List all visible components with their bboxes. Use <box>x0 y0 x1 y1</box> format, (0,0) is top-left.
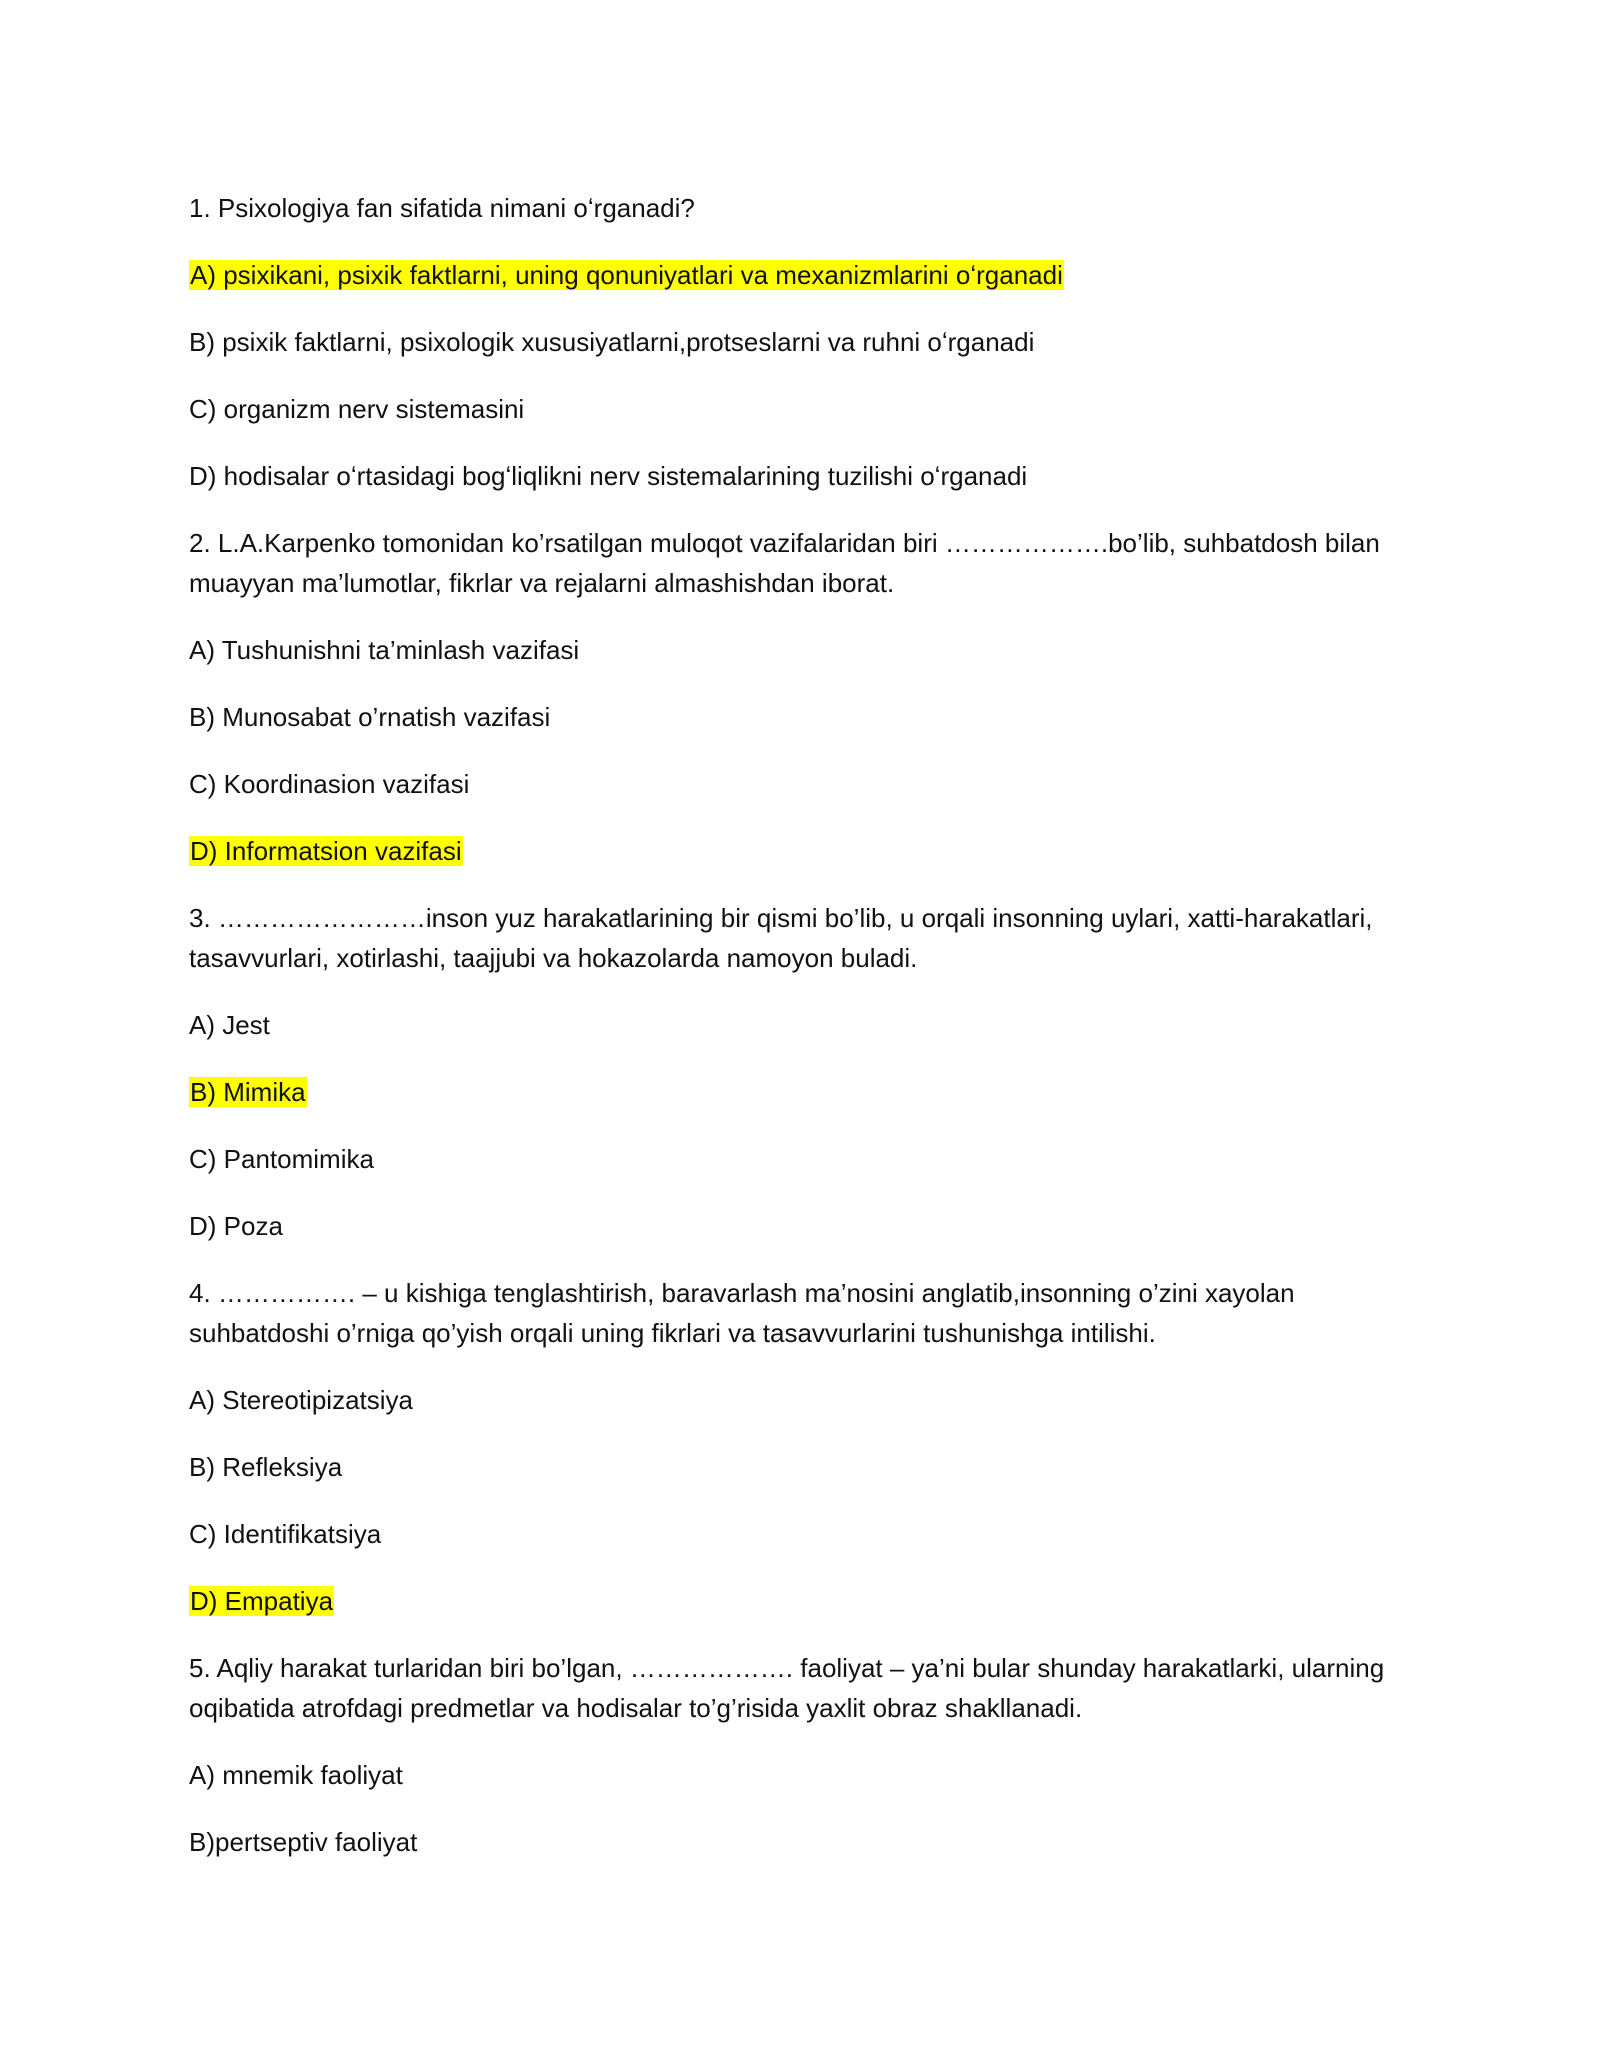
q4-option-c: C) Identifikatsiya <box>189 1519 382 1549</box>
q2-option-c: C) Koordinasion vazifasi <box>189 769 470 799</box>
q5-option-a: A) mnemik faoliyat <box>189 1760 403 1790</box>
q2-option-a: A) Tushunishni ta’minlash vazifasi <box>189 635 580 665</box>
answer-highlight: B) Mimika <box>190 1077 306 1107</box>
q4-option-b: B) Refleksiya <box>189 1452 343 1482</box>
q1-option-d: D) hodisalar oʻrtasidagi bogʻliqlikni nerv sistemalarining tuzilishi oʻrganadi <box>189 461 1028 491</box>
q4-option-d <box>189 1581 1401 1621</box>
q3-option-b <box>189 1072 1401 1112</box>
answer-highlight: D) Empatiya <box>190 1586 334 1616</box>
q3-option-d: D) Poza <box>189 1211 283 1241</box>
q1-option-b: B) psixik faktlarni, psixologik xususiyatlarni,protseslarni va ruhni oʻrganadi <box>189 327 1035 357</box>
q3-option-c: C) Pantomimika <box>189 1144 374 1174</box>
question-1: 1. Psixologiya fan sifatida nimani oʻrganadi? <box>189 193 695 223</box>
question-4: 4. ……………. – u kishiga tenglashtirish, baravarlash ma’nosini anglatib,insonning o’zini xayolan suhbatdoshi o’rniga qo’yish orqali uning fikrlari va tasavvurlarini tushunishga intilishi. <box>189 1278 1295 1348</box>
question-3: 3. ……………………inson yuz harakatlarining bir qismi bo’lib, u orqali insonning uylari, xatti-harakatlari, tasavvurlari, xotirlashi, taajjubi va hokazolarda namoyon buladi. <box>189 903 1373 973</box>
q2-option-b: B) Munosabat o’rnatish vazifasi <box>189 702 551 732</box>
answer-highlight: D) Informatsion vazifasi <box>190 836 462 866</box>
q1-option-c: C) organizm nerv sistemasini <box>189 394 525 424</box>
q1-option-a <box>189 255 1401 295</box>
q4-option-a: A) Stereotipizatsiya <box>189 1385 413 1415</box>
document-body <box>189 188 1401 1889</box>
answer-highlight: A) psixikani, psixik faktlarni, uning qonuniyatlari va mexanizmlarini oʻrganadi <box>190 260 1063 290</box>
q5-option-b: B)pertseptiv faoliyat <box>189 1827 418 1857</box>
question-5: 5. Aqliy harakat turlaridan biri bo’lgan, ………………. faoliyat – ya’ni bular shunday harakatlarki, ularning oqibatida atrofdagi predmetlar va hodisalar to’g’risida yaxlit obraz shakllanadi. <box>189 1653 1385 1723</box>
question-2: 2. L.A.Karpenko tomonidan ko’rsatilgan muloqot vazifalaridan biri ……………….bo’lib, suhbatdosh bilan muayyan ma’lumotlar, fikrlar va rejalarni almashishdan iborat. <box>189 528 1380 598</box>
q3-option-a: A) Jest <box>189 1010 270 1040</box>
q2-option-d <box>189 831 1401 871</box>
